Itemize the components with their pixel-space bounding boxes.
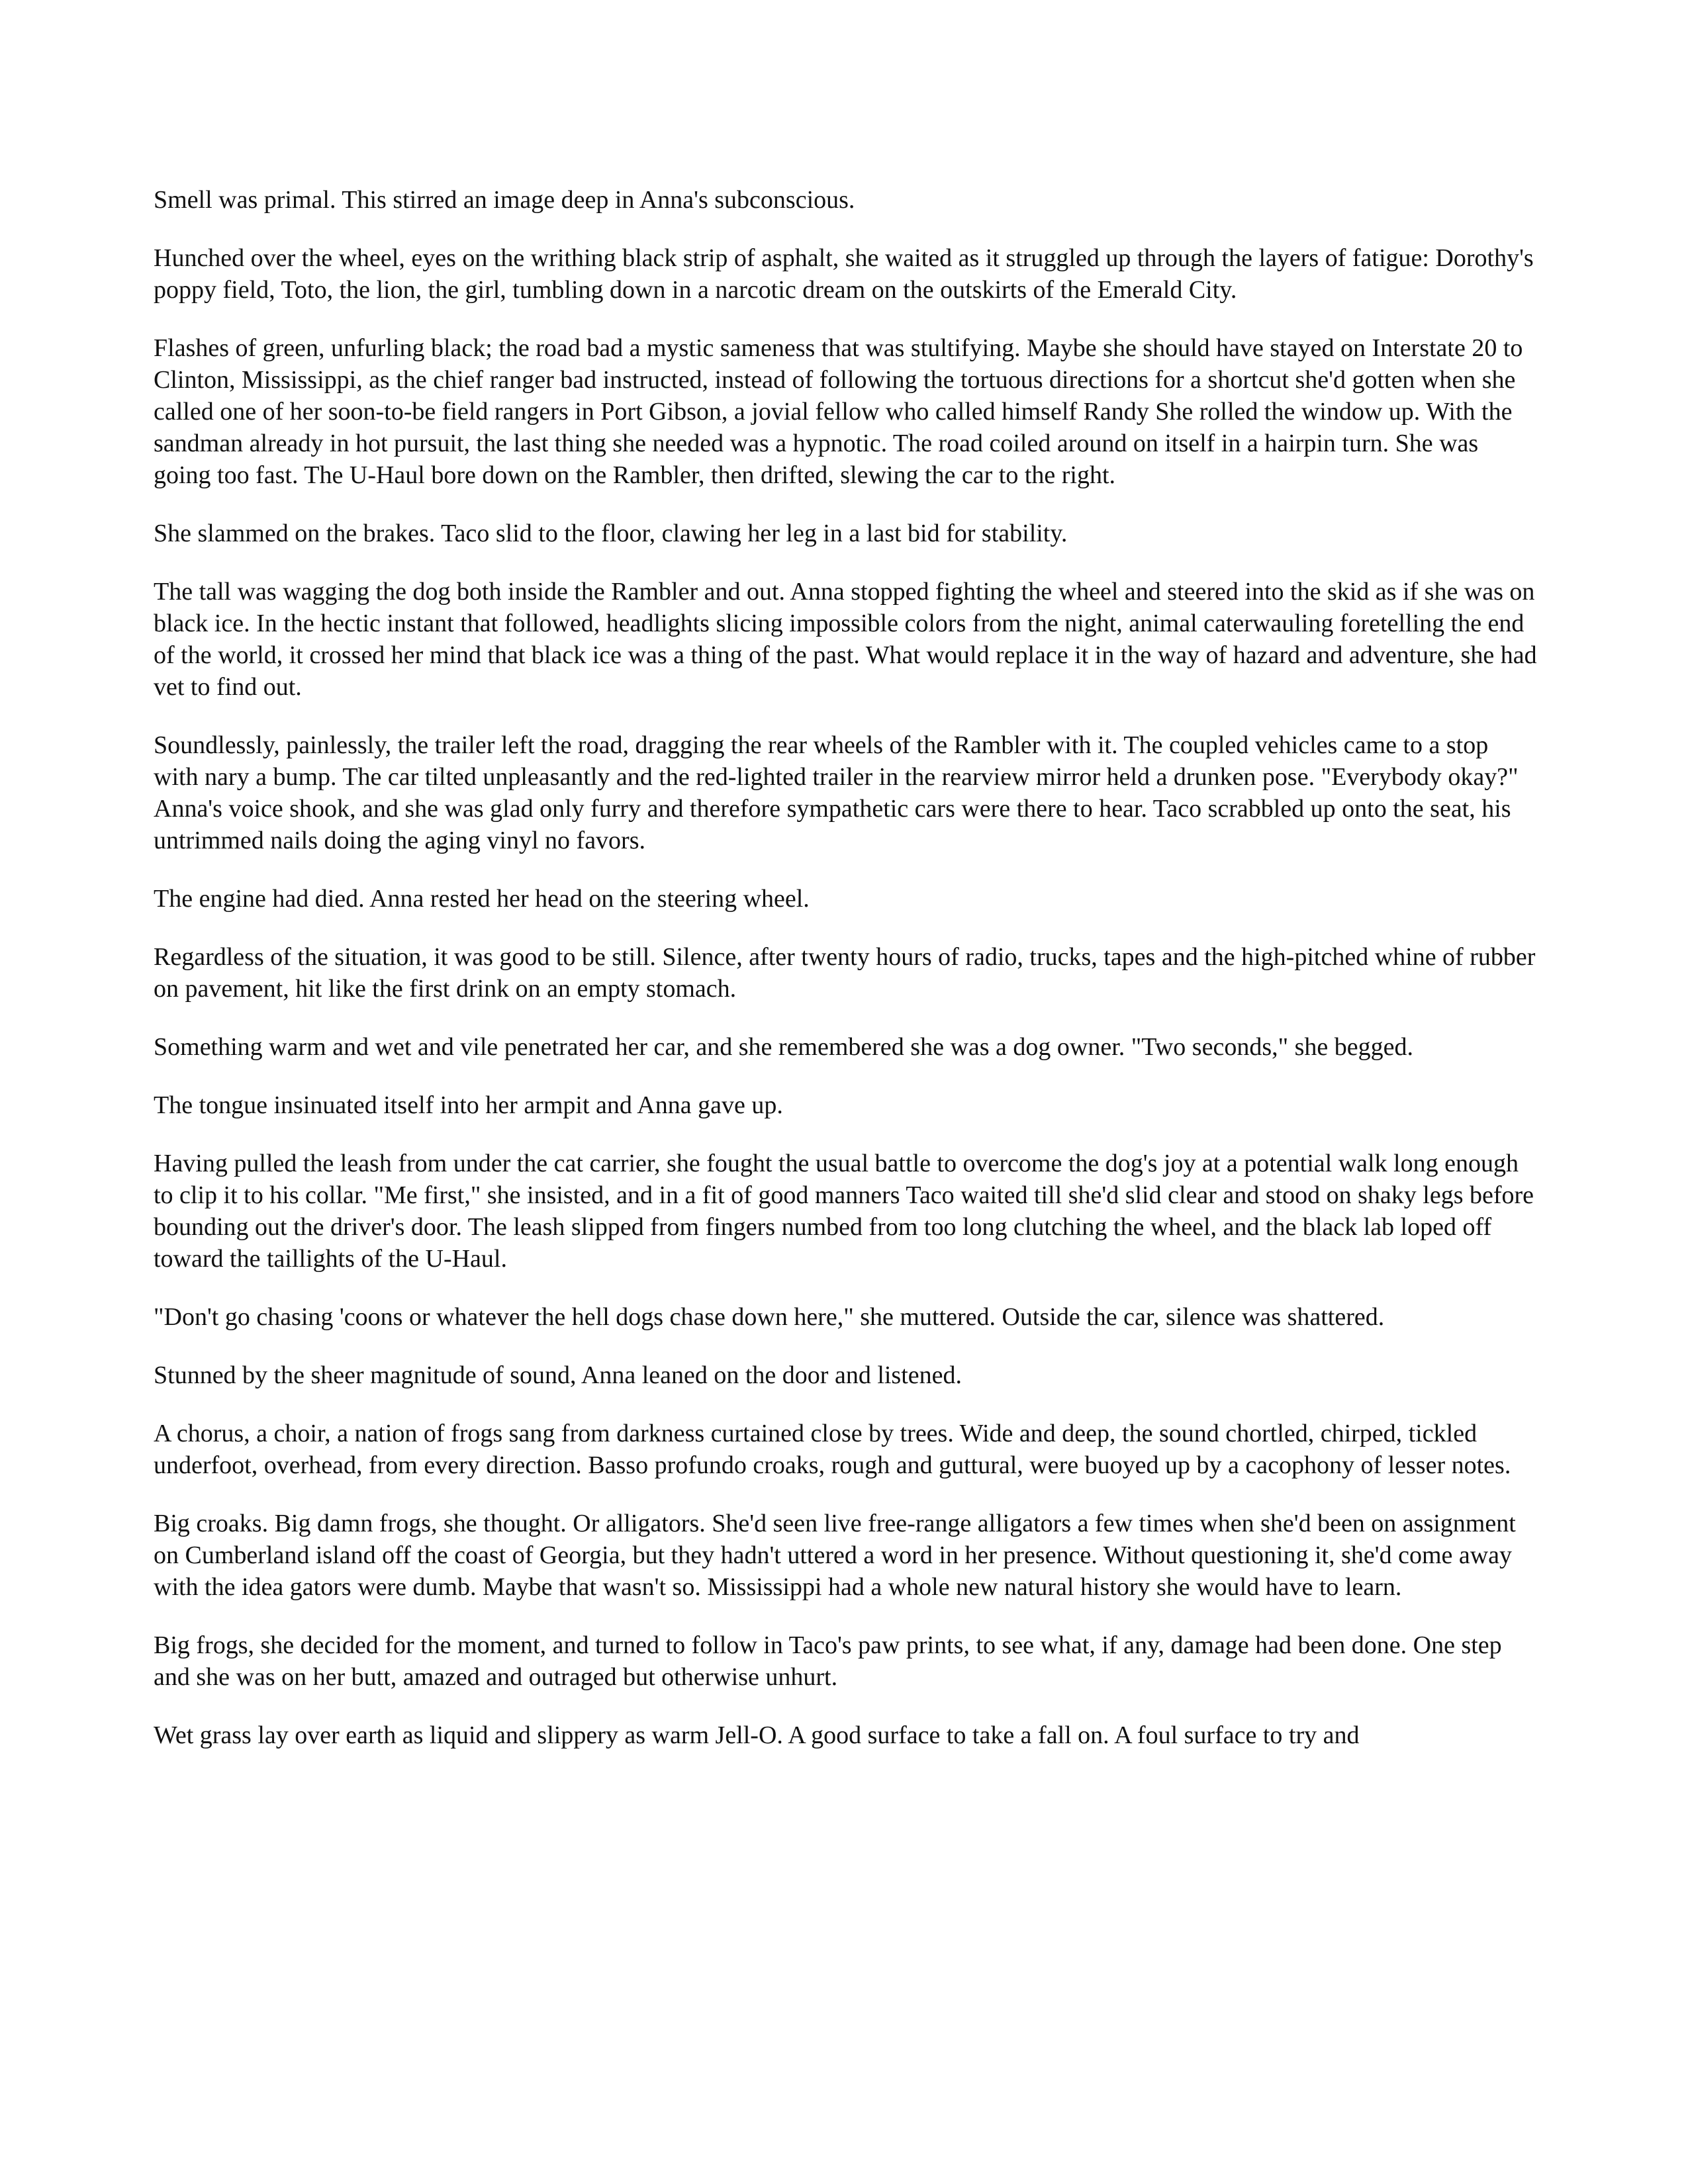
paragraph-11: Having pulled the leash from under the cat carrier, she fought the usual battle to overcome the dog's joy at a potential walk long enough to clip it to his collar. "Me first," she insisted, and in a fit of good manners Taco waited till she'd slid clear and stood on shaky legs before bounding out the driver's door. The leash slipped from fingers numbed from too long clutching the wheel, and the black lab loped off toward the taillights of the U-Haul. [154, 1150, 1534, 1273]
paragraph-10: The tongue insinuated itself into her armpit and Anna gave up. [154, 1091, 783, 1119]
paragraph-13: Stunned by the sheer magnitude of sound, Anna leaned on the door and listened. [154, 1361, 962, 1389]
paragraph-9: Something warm and wet and vile penetrated her car, and she remembered she was a dog owner. "Two seconds," she begged. [154, 1033, 1414, 1061]
document-page [154, 184, 1537, 1778]
paragraph-2: Hunched over the wheel, eyes on the writhing black strip of asphalt, she waited as it struggled up through the layers of fatigue: Dorothy's poppy field, Toto, the lion, the girl, tumbling down in a narcotic dream on the outskirts of the Emerald City. [154, 244, 1534, 304]
paragraph-3: Flashes of green, unfurling black; the road bad a mystic sameness that was stultifying. Maybe she should have stayed on Interstate 20 to Clinton, Mississippi, as the chief ranger bad instructed, instead of following the tortuous directions for a shortcut she'd gotten when she called one of her soon-to-be field rangers in Port Gibson, a jovial fellow who called himself Randy She rolled the window up. With the sandman already in hot pursuit, the last thing she needed was a hypnotic. The road coiled around on itself in a hairpin turn. She was going too fast. The U-Haul bore down on the Rambler, then drifted, slewing the car to the right. [154, 334, 1523, 489]
paragraph-14: A chorus, a choir, a nation of frogs sang from darkness curtained close by trees. Wide and deep, the sound chortled, chirped, tickled underfoot, overhead, from every direction. Basso profundo croaks, rough and guttural, were buoyed up by a cacophony of lesser notes. [154, 1420, 1511, 1479]
paragraph-6: Soundlessly, painlessly, the trailer left the road, dragging the rear wheels of the Rambler with it. The coupled vehicles came to a stop with nary a bump. The car tilted unpleasantly and the red-lighted trailer in the rearview mirror held a drunken pose. "Everybody okay?" Anna's voice shook, and she was glad only furry and therefore sympathetic cars were there to hear. Taco scrabbled up onto the seat, his untrimmed nails doing the aging vinyl no favors. [154, 731, 1519, 854]
paragraph-17: Wet grass lay over earth as liquid and slippery as warm Jell-O. A good surface to take a fall on. A foul surface to try and [154, 1721, 1360, 1749]
paragraph-8: Regardless of the situation, it was good to be still. Silence, after twenty hours of radio, trucks, tapes and the high-pitched whine of rubber on pavement, hit like the first drink on an empty stomach. [154, 943, 1536, 1003]
paragraph-7: The engine had died. Anna rested her head on the steering wheel. [154, 885, 810, 913]
paragraph-1: Smell was primal. This stirred an image deep in Anna's subconscious. [154, 186, 855, 214]
paragraph-16: Big frogs, she decided for the moment, and turned to follow in Taco's paw prints, to see what, if any, damage had been done. One step and she was on her butt, amazed and outraged but otherwise unhurt. [154, 1631, 1502, 1691]
paragraph-12: "Don't go chasing 'coons or whatever the hell dogs chase down here," she muttered. Outside the car, silence was shattered. [154, 1303, 1385, 1331]
paragraph-15: Big croaks. Big damn frogs, she thought. Or alligators. She'd seen live free-range alligators a few times when she'd been on assignment on Cumberland island off the coast of Georgia, but they hadn't uttered a word in her presence. Without questioning it, she'd come away with the idea gators were dumb. Maybe that wasn't so. Mississippi had a whole new natural history she would have to learn. [154, 1510, 1516, 1601]
paragraph-5: The tall was wagging the dog both inside the Rambler and out. Anna stopped fighting the wheel and steered into the skid as if she was on black ice. In the hectic instant that followed, headlights slicing impossible colors from the night, animal caterwauling foretelling the end of the world, it crossed her mind that black ice was a thing of the past. What would replace it in the way of hazard and adventure, she had vet to find out. [154, 578, 1537, 701]
paragraph-4: She slammed on the brakes. Taco slid to the floor, clawing her leg in a last bid for stability. [154, 520, 1068, 547]
